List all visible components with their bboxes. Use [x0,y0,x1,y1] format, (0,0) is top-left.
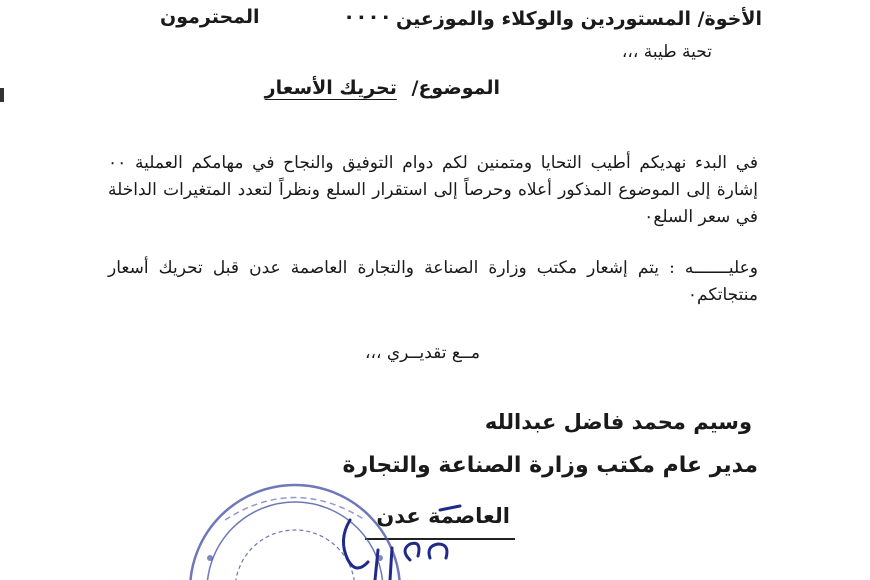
subject-label: الموضوع/ [411,77,500,99]
addressee-line: الأخوة/ المستوردين والوكلاء والموزعين [395,8,762,30]
honorific: المحترمون [160,6,260,28]
subject-value: تحريك الأسعار [264,77,397,99]
subject-line [265,77,500,99]
closing-line: مــع تقديــري ،،، [364,343,480,363]
signer-city: العاصمة عدن [376,504,510,528]
handwritten-signature-icon [330,500,470,580]
body-paragraph-1: في البدء نهديكم أطيب التحايا ومتمنين لكم دوام التوفيق والنجاح في مهامكم العملية ٠٠ إشارة إلى الموضوع المذكور أعلاه وحرصاً إلى استقرار السلع ونظراً لتعدد المتغيرات الداخلة في سعر السلع٠ [108,153,758,227]
body-paragraph-2: وعليـــــــه : يتم إشعار مكتب وزارة الصناعة والتجارة العاصمة عدن قبل تحريك أسعار منتجاتكم٠ [108,258,758,305]
separator-dots: ٠٠٠٠ [343,4,392,28]
signer-name: وسيم محمد فاضل عبدالله [484,410,752,434]
greeting-line: تحية طيبة ،،، [621,42,712,62]
margin-mark [0,88,4,102]
signer-title: مدير عام مكتب وزارة الصناعة والتجارة [342,453,758,478]
